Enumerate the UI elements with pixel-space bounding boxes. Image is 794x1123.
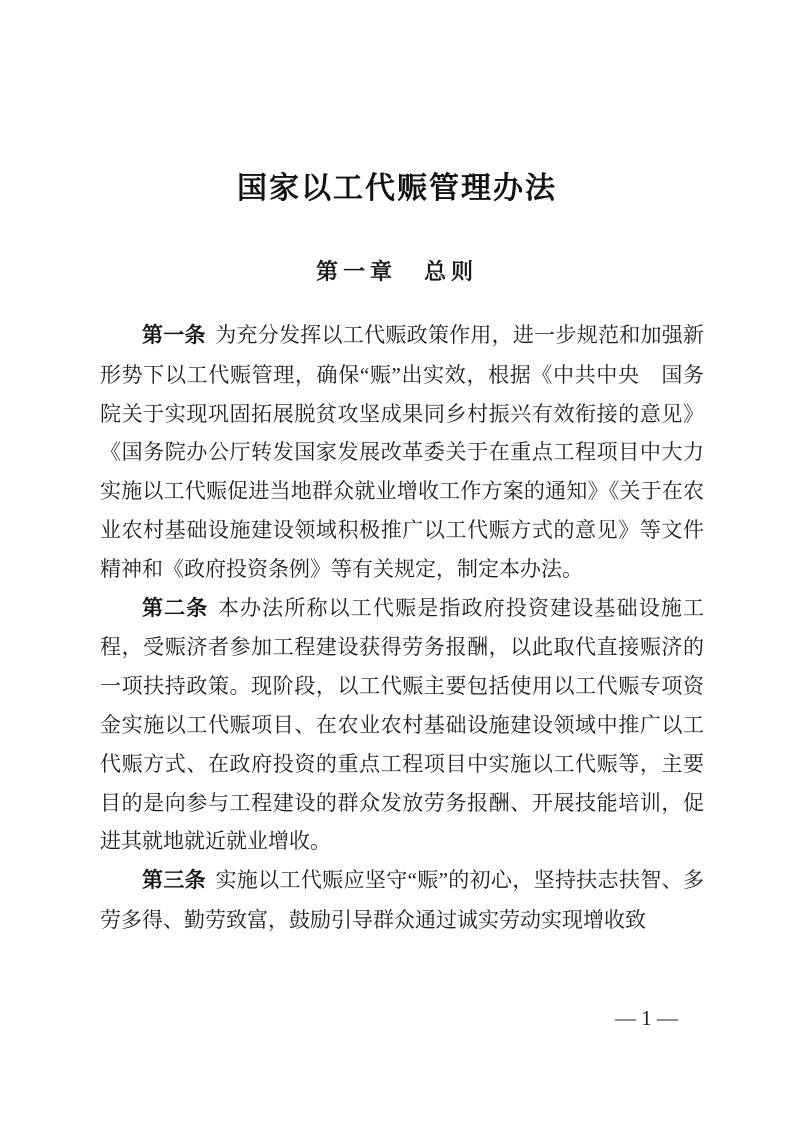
article-1-label: 第一条 xyxy=(142,324,206,347)
article-3-label: 第三条 xyxy=(142,869,207,893)
document-body xyxy=(100,316,704,940)
article-3-text: 实施以工代赈应坚守“赈”的初心，坚持扶志扶智、多劳多得、勤劳致富，鼓励引导群众通过诚实劳动实现增收致 xyxy=(100,868,705,932)
page-footer xyxy=(100,1005,704,1031)
article-2-label: 第二条 xyxy=(142,596,209,620)
article-paragraph-3 xyxy=(100,861,704,940)
page-number: — 1 — xyxy=(615,1006,678,1030)
article-2-text: 本办法所称以工代赈是指政府投资建设基础设施工程，受赈济者参加工程建设获得劳务报酬，以此取代直接赈济的一项扶持政策。现阶段，以工代赈主要包括使用以工代赈专项资金实施以工代赈项目、在农业农村基础设施建设领域中推广以工代赈方式、在政府投资的重点工程项目中实施以工代赈等，主要目的是向参与工程建设的群众发放劳务报酬、开展技能培训，促进其就地就近就业增收。 xyxy=(100,595,705,854)
document-title: 国家以工代赈管理办法 xyxy=(237,172,557,205)
chapter-heading: 第一章 总则 xyxy=(315,259,478,284)
article-1-text: 为充分发挥以工代赈政策作用，进一步规范和加强新形势下以工代赈管理，确保“赈”出实效，根据《中共中央 国务院关于实现巩固拓展脱贫攻坚成果同乡村振兴有效衔接的意见》《国务院办公厅转发国家发展改革委关于在重点工程项目中大力实施以工代赈促进当地群众就业增收工作方案的通知》《关于在农业农村基础设施建设领域积极推广以工代赈方式的意见》等文件精神和《政府投资条例》等有关规定，制定本办法。 xyxy=(100,323,705,581)
article-paragraph-1 xyxy=(100,316,704,589)
article-paragraph-2 xyxy=(100,589,704,862)
